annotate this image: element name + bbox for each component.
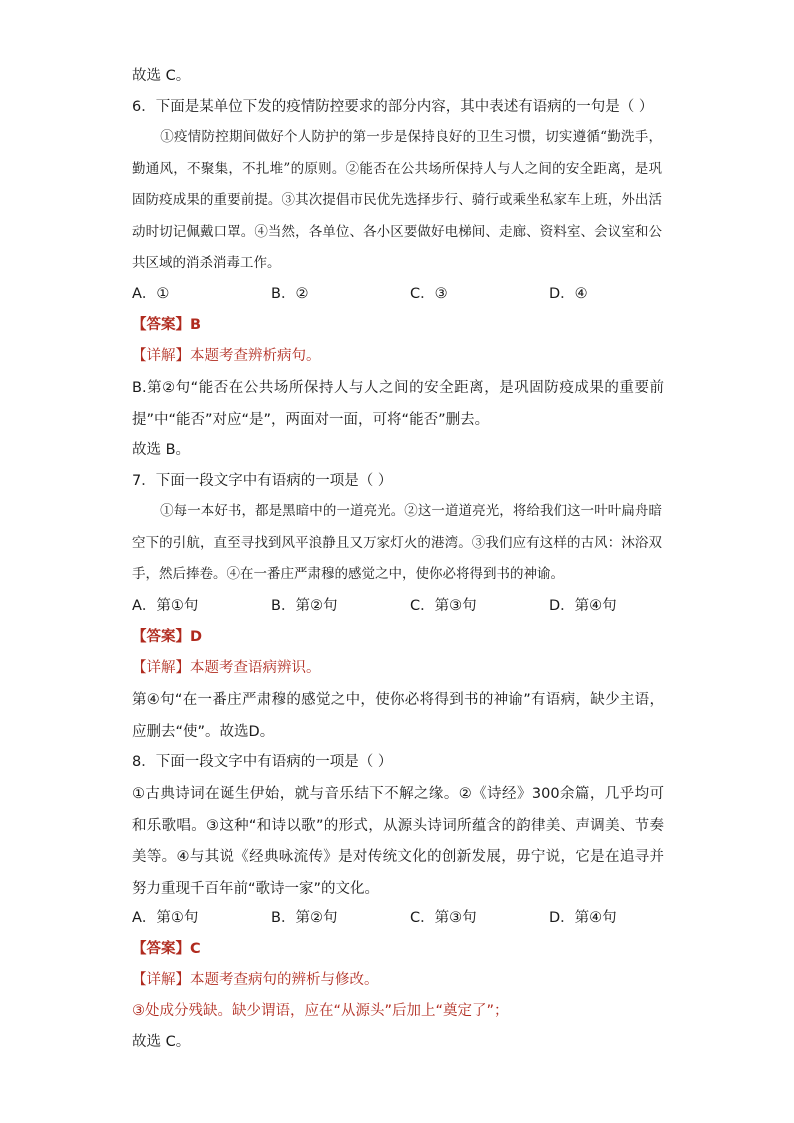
option-d: D．④ <box>549 286 588 302</box>
question-8-explanation: ③处成分残缺。缺少谓语，应在“从源头”后加上“奠定了”； <box>132 1003 509 1019</box>
option-b: B．第②句 <box>271 598 338 614</box>
question-8-conclusion: 故选 C。 <box>132 1034 191 1050</box>
conclusion-line: 故选 C。 <box>132 68 191 84</box>
question-8-options <box>132 908 692 928</box>
question-7-stem: 7．下面一段文字中有语病的一项是（ ） <box>132 473 393 489</box>
question-6-options <box>132 284 692 304</box>
question-7-explanation: 第④句“在一番庄严肃穆的感觉之中，使你必将得到书的神谕”有语病，缺少主语，应删去“使”。故选D。 <box>132 692 664 740</box>
option-b: B．② <box>271 286 309 302</box>
option-a: A．① <box>132 286 170 302</box>
question-8-stem: 8．下面一段文字中有语病的一项是（ ） <box>132 754 393 770</box>
question-6-explanation: B.第②句“能否在公共场所保持人与人之间的安全距离，是巩固防疫成果的重要前提”中“能否”对应“是”，两面对一面，可将“能否”删去。 <box>132 380 664 428</box>
option-d: D．第④句 <box>549 910 617 926</box>
question-7-passage: ①每一本好书，都是黑暗中的一道亮光。②这一道道亮光，将给我们这一叶叶扁舟暗空下的引航，直至寻找到风平浪静且又万家灯火的港湾。③我们应有这样的古风：沐浴双手，然后捧卷。④在一番庄严肃穆的感觉之中，使你必将得到书的神谕。 <box>132 503 662 582</box>
option-a: A．第①句 <box>132 910 199 926</box>
question-6-answer: 【答案】B <box>132 317 202 333</box>
option-c: C．第③句 <box>410 910 477 926</box>
question-6-detail: 【详解】本题考查辨析病句。 <box>132 348 321 364</box>
question-7-options <box>132 596 692 616</box>
question-7-detail: 【详解】本题考查语病辨识。 <box>132 660 321 676</box>
question-6-stem: 6．下面是某单位下发的疫情防控要求的部分内容，其中表述有语病的一句是（ ） <box>132 99 654 115</box>
question-8-detail: 【详解】本题考查病句的辨析与修改。 <box>132 972 379 988</box>
question-6-conclusion: 故选 B。 <box>132 442 191 458</box>
option-c: C．第③句 <box>410 598 477 614</box>
question-8-passage: ①古典诗词在诞生伊始，就与音乐结下不解之缘。②《诗经》300余篇，几乎均可和乐歌唱。③这种“和诗以歌”的形式，从源头诗词所蕴含的韵律美、声调美、节奏美等。④与其说《经典咏流传》是对传统文化的创新发展，毋宁说，它是在追寻并努力重现千百年前“歌诗一家”的文化。 <box>132 786 664 897</box>
option-d: D．第④句 <box>549 598 617 614</box>
option-b: B．第②句 <box>271 910 338 926</box>
option-c: C．③ <box>410 286 448 302</box>
option-a: A．第①句 <box>132 598 199 614</box>
question-8-answer: 【答案】C <box>132 941 201 957</box>
question-6-passage: ①疫情防控期间做好个人防护的第一步是保持良好的卫生习惯，切实遵循“勤洗手，勤通风，不聚集，不扎堆”的原则。②能否在公共场所保持人与人之间的安全距离，是巩固防疫成果的重要前提。③其次提倡市民优先选择步行、骑行或乘坐私家车上班，外出活动时切记佩戴口罩。④当然，各单位、各小区要做好电梯间、走廊、资料室、会议室和公共区域的消杀消毒工作。 <box>132 129 662 271</box>
question-7-answer: 【答案】D <box>132 629 203 645</box>
